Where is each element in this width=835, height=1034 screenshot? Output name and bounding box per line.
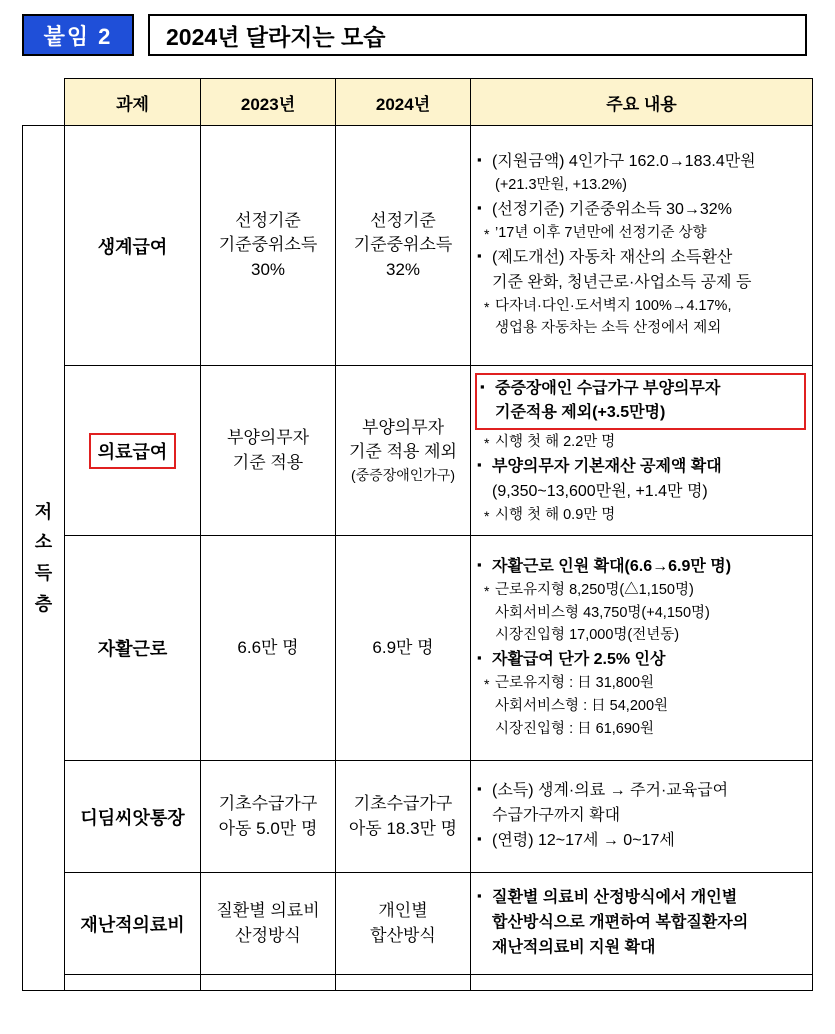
header-side-blank	[23, 79, 65, 126]
value-line: 아동 18.3만 명	[348, 818, 458, 838]
value-line: 6.9만 명	[372, 637, 434, 657]
detail-item: (9,350~13,600만원, +1.4만 명)	[492, 483, 708, 500]
detail-cell	[471, 873, 813, 975]
value-line: 기초수급가구	[218, 793, 318, 813]
value-line: 산정방식	[235, 925, 301, 945]
detail-item: ▪ (제도개선) 자동차 재산의 소득환산	[477, 246, 806, 270]
value-2023	[201, 126, 336, 366]
document-header	[22, 14, 835, 56]
detail-item: ▪ (소득) 생계·의료 → 주거·교육급여	[477, 779, 806, 803]
detail-item: ▪ 자활급여 단가 2.5% 인상	[477, 648, 806, 672]
value-line: 30%	[250, 259, 286, 279]
table-row	[23, 536, 813, 761]
detail-item: 기준적용 제외(+3.5만명)	[495, 404, 666, 422]
value-2024	[336, 536, 471, 761]
task-name-box: 의료급여	[89, 433, 177, 469]
table-row-partial	[23, 975, 813, 991]
value-2024	[336, 873, 471, 975]
value-line: 선정기준	[370, 210, 436, 230]
detail-list	[477, 779, 806, 853]
side-label-low-income	[23, 126, 65, 991]
value-line: 32%	[385, 259, 421, 279]
changes-table	[22, 78, 813, 991]
side-label-char: 득	[34, 563, 53, 583]
value-line: 질환별 의료비	[216, 900, 320, 920]
detail-item: ▪ 부양의무자 기본재산 공제액 확대	[477, 455, 806, 479]
value-line: 기준 적용	[232, 452, 304, 472]
table-header-row	[23, 79, 813, 126]
attachment-badge: 붙임 2	[22, 14, 134, 56]
value-line: 부양의무자	[361, 417, 445, 437]
detail-item: ▪ 중증장애인 수급가구 부양의무자	[480, 377, 801, 401]
detail-item: ▪ (지원금액) 4인가구 162.0→183.4만원	[477, 150, 806, 174]
table-row	[23, 126, 813, 366]
detail-cell	[471, 761, 813, 873]
detail-list	[477, 555, 806, 741]
task-name: 자활근로	[65, 536, 201, 761]
task-name-partial	[65, 975, 201, 991]
detail-item: 사회서비스형 : 日 54,200원	[495, 697, 669, 714]
detail-highlight-box	[475, 373, 806, 430]
value-line: 부양의무자	[226, 427, 310, 447]
side-label-char: 소	[34, 532, 53, 553]
detail-item: 합산방식으로 개편하여 복합질환자의	[492, 914, 749, 931]
value-line: 합산방식	[370, 925, 436, 945]
value-line: 선정기준	[235, 210, 301, 230]
side-label-char: 층	[34, 593, 53, 614]
value-line: 개인별	[378, 900, 428, 920]
task-name-highlighted	[65, 366, 201, 536]
value-2023	[201, 761, 336, 873]
detail-list	[477, 150, 806, 340]
header-year-2024: 2024년	[336, 79, 471, 126]
value-line: 기초수급가구	[353, 793, 453, 813]
value-2024	[336, 366, 471, 536]
value-2023	[201, 366, 336, 536]
detail-item: 생업용 자동차는 소득 산정에서 제외	[495, 320, 722, 337]
detail-item: * ’17년 이후 7년만에 선정기준 상향	[477, 223, 806, 245]
detail-list	[477, 432, 806, 527]
value-line: 기준 적용 제외	[349, 442, 457, 462]
value-line: (중증장애인가구)	[351, 466, 455, 483]
value-line: 기준중위소득	[353, 235, 453, 255]
table-row	[23, 761, 813, 873]
value-line: 기준중위소득	[218, 235, 318, 255]
detail-item: * 시행 첫 해 2.2만 명	[477, 432, 806, 454]
detail-item: ▪ (연령) 12~17세 → 0~17세	[477, 829, 806, 853]
detail-cell-partial	[471, 975, 813, 991]
task-name: 생계급여	[65, 126, 201, 366]
value-2023	[201, 873, 336, 975]
detail-cell	[471, 536, 813, 761]
task-name: 재난적의료비	[65, 873, 201, 975]
detail-item: 기준 완화, 청년근로·사업소득 공제 등	[492, 273, 752, 291]
detail-item: ▪ 자활근로 인원 확대(6.6→6.9만 명)	[477, 555, 806, 579]
detail-item: 시장진입형 : 日 61,690원	[495, 720, 655, 737]
detail-item: * 시행 첫 해 0.9만 명	[477, 505, 806, 527]
value-2024	[336, 126, 471, 366]
side-label-char: 저	[34, 501, 53, 522]
page-title: 2024년 달라지는 모습	[148, 14, 807, 56]
value-2024-partial	[336, 975, 471, 991]
value-2024	[336, 761, 471, 873]
changes-table-wrapper	[22, 78, 812, 991]
header-year-2023: 2023년	[201, 79, 336, 126]
header-task: 과제	[65, 79, 201, 126]
header-detail: 주요 내용	[471, 79, 813, 126]
detail-cell	[471, 126, 813, 366]
value-line: 6.6만 명	[237, 637, 299, 657]
task-name: 디딤씨앗통장	[65, 761, 201, 873]
detail-item: ▪ 질환별 의료비 산정방식에서 개인별	[477, 886, 806, 910]
detail-item: * 근로유지형 : 日 31,800원	[477, 673, 806, 695]
detail-item: (+21.3만원, +13.2%)	[495, 177, 627, 193]
detail-item: * 다자녀·다인·도서벽지 100%→4.17%,	[477, 296, 806, 318]
value-line: 아동 5.0만 명	[218, 818, 318, 838]
detail-cell	[471, 366, 813, 536]
value-2023-partial	[201, 975, 336, 991]
detail-list	[477, 886, 806, 960]
table-row	[23, 873, 813, 975]
detail-item: ▪ (선정기준) 기준중위소득 30→32%	[477, 198, 806, 222]
detail-item: 사회서비스형 43,750명(+4,150명)	[495, 604, 710, 621]
detail-item: 수급가구까지 확대	[492, 807, 621, 824]
detail-item: 재난적의료비 지원 확대	[492, 939, 656, 956]
value-2023	[201, 536, 336, 761]
detail-item: * 근로유지형 8,250명(△1,150명)	[477, 580, 806, 602]
detail-item: 시장진입형 17,000명(전년동)	[495, 627, 680, 644]
table-row	[23, 366, 813, 536]
document-page	[0, 14, 835, 1034]
